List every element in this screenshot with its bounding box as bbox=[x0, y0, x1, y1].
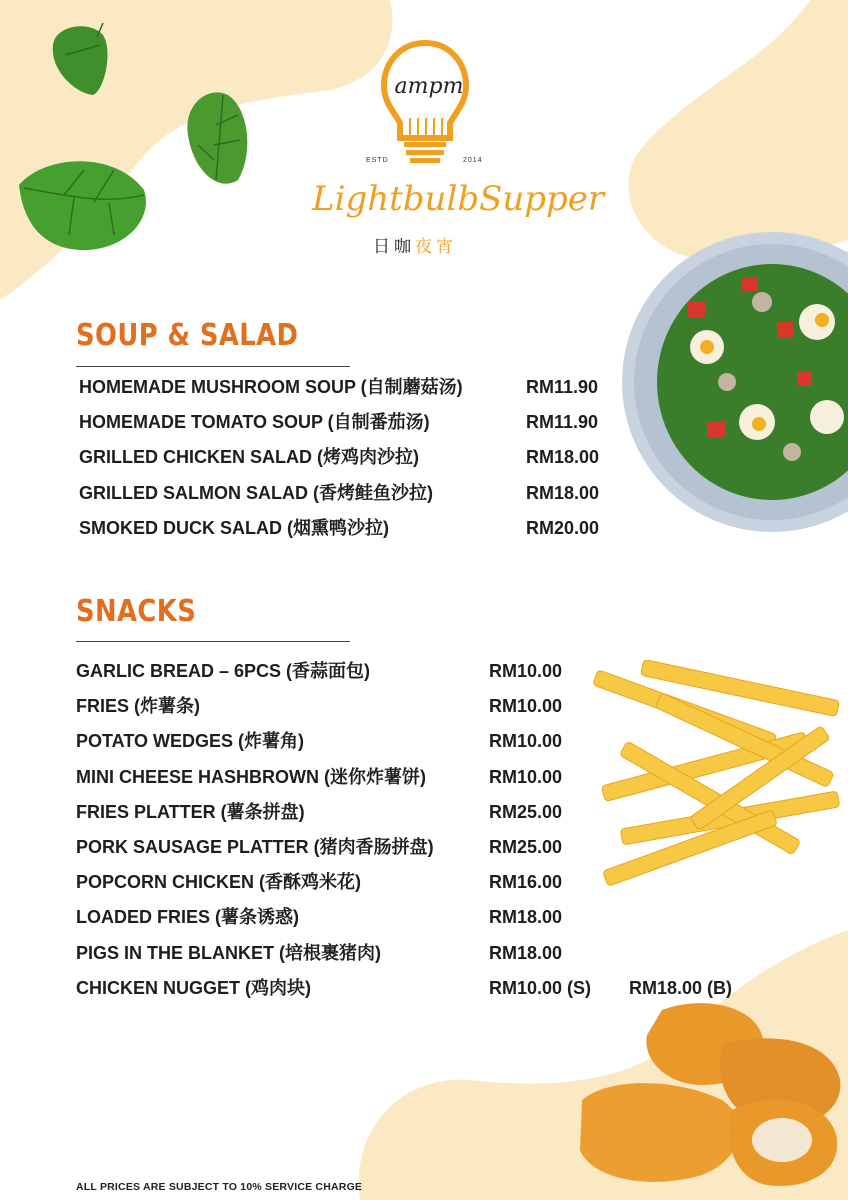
menu-item-name: FRIES (炸薯条) bbox=[76, 696, 200, 717]
menu-item-name: SMOKED DUCK SALAD (烟熏鸭沙拉) bbox=[79, 517, 389, 538]
menu-item bbox=[76, 973, 848, 1003]
menu-item-name: GRILLED CHICKEN SALAD (烤鸡肉沙拉) bbox=[79, 447, 419, 468]
menu-item bbox=[76, 867, 848, 897]
menu-item bbox=[79, 372, 848, 402]
logo-estd-label: ESTD bbox=[366, 157, 389, 164]
menu-item-price: RM10.00 (S) bbox=[489, 977, 592, 998]
menu-item-price: RM11.90 bbox=[526, 377, 599, 397]
menu-item-name: CHICKEN NUGGET (鸡肉块) bbox=[76, 977, 311, 998]
menu-item-name: MINI CHEESE HASHBROWN (迷你炸薯饼) bbox=[76, 766, 426, 787]
menu-item-price: RM10.00 bbox=[489, 766, 563, 787]
menu-item-name: HOMEMADE MUSHROOM SOUP (自制蘑菇汤) bbox=[79, 377, 463, 397]
logo-chinese-name bbox=[373, 232, 457, 257]
service-charge-note: ALL PRICES ARE SUBJECT TO 10% SERVICE CHARGE bbox=[76, 1181, 363, 1193]
section-divider bbox=[76, 366, 350, 367]
menu-item-name: PORK SAUSAGE PLATTER (猪肉香肠拼盘) bbox=[76, 837, 434, 857]
menu-item-price: RM18.00 bbox=[526, 447, 600, 468]
menu-item bbox=[76, 656, 848, 686]
logo-brand-name: LightbulbSupper bbox=[312, 179, 605, 219]
logo-estd-year: 2014 bbox=[463, 157, 483, 164]
menu-item-price: RM18.00 bbox=[489, 942, 563, 963]
menu-item-name: POPCORN CHICKEN (香酥鸡米花) bbox=[76, 872, 362, 893]
lightbulb-logo-icon bbox=[380, 38, 470, 168]
menu-item-price-large: RM18.00 (B) bbox=[629, 977, 733, 998]
menu-item bbox=[76, 902, 848, 932]
menu-item bbox=[79, 478, 848, 508]
menu-item-name: GRILLED SALMON SALAD (香烤鲑鱼沙拉) bbox=[79, 482, 433, 503]
menu-item-price: RM10.00 bbox=[489, 661, 563, 681]
logo-script-text: ampm bbox=[394, 74, 464, 99]
menu-item-name: LOADED FRIES (薯条诱惑) bbox=[76, 907, 299, 928]
menu-item-price: RM25.00 bbox=[489, 837, 563, 857]
logo-chinese-name-part2: 夜宵 bbox=[415, 237, 457, 257]
mint-leaf-icon bbox=[45, 15, 115, 100]
section-title-soup-salad: SOUP & SALAD bbox=[76, 318, 299, 353]
menu-item-name: POTATO WEDGES (炸薯角) bbox=[76, 731, 304, 752]
menu-item bbox=[76, 797, 848, 827]
menu-item-name: PIGS IN THE BLANKET (培根裹猪肉) bbox=[76, 942, 381, 963]
mint-leaf-icon bbox=[14, 150, 154, 255]
menu-item-price: RM18.00 bbox=[489, 907, 563, 928]
menu-item-name: HOMEMADE TOMATO SOUP (自制番茄汤) bbox=[79, 412, 430, 433]
menu-item bbox=[76, 726, 848, 756]
mint-leaf-icon bbox=[178, 85, 253, 195]
section-title-snacks: SNACKS bbox=[76, 594, 197, 629]
menu-item bbox=[76, 938, 848, 968]
chicken-nuggets-icon bbox=[572, 990, 848, 1200]
menu-item-price: RM10.00 bbox=[489, 696, 563, 717]
menu-item-price: RM25.00 bbox=[489, 801, 563, 822]
menu-item-price: RM16.00 bbox=[489, 872, 563, 893]
menu-item-name: GARLIC BREAD – 6PCS (香蒜面包) bbox=[76, 661, 371, 681]
logo-chinese-name-part1: 日咖 bbox=[373, 237, 415, 257]
menu-item bbox=[79, 513, 848, 543]
menu-item bbox=[76, 762, 848, 792]
menu-item bbox=[76, 832, 848, 862]
menu-item-price: RM11.90 bbox=[526, 412, 599, 433]
menu-item-price: RM20.00 bbox=[526, 517, 600, 538]
menu-item bbox=[76, 691, 848, 721]
menu-item-price: RM10.00 bbox=[489, 731, 563, 752]
section-divider bbox=[76, 641, 350, 642]
menu-item bbox=[79, 407, 848, 437]
menu-item-price: RM18.00 bbox=[526, 482, 600, 503]
menu-item-name: FRIES PLATTER (薯条拼盘) bbox=[76, 801, 305, 822]
menu-item bbox=[79, 442, 848, 472]
